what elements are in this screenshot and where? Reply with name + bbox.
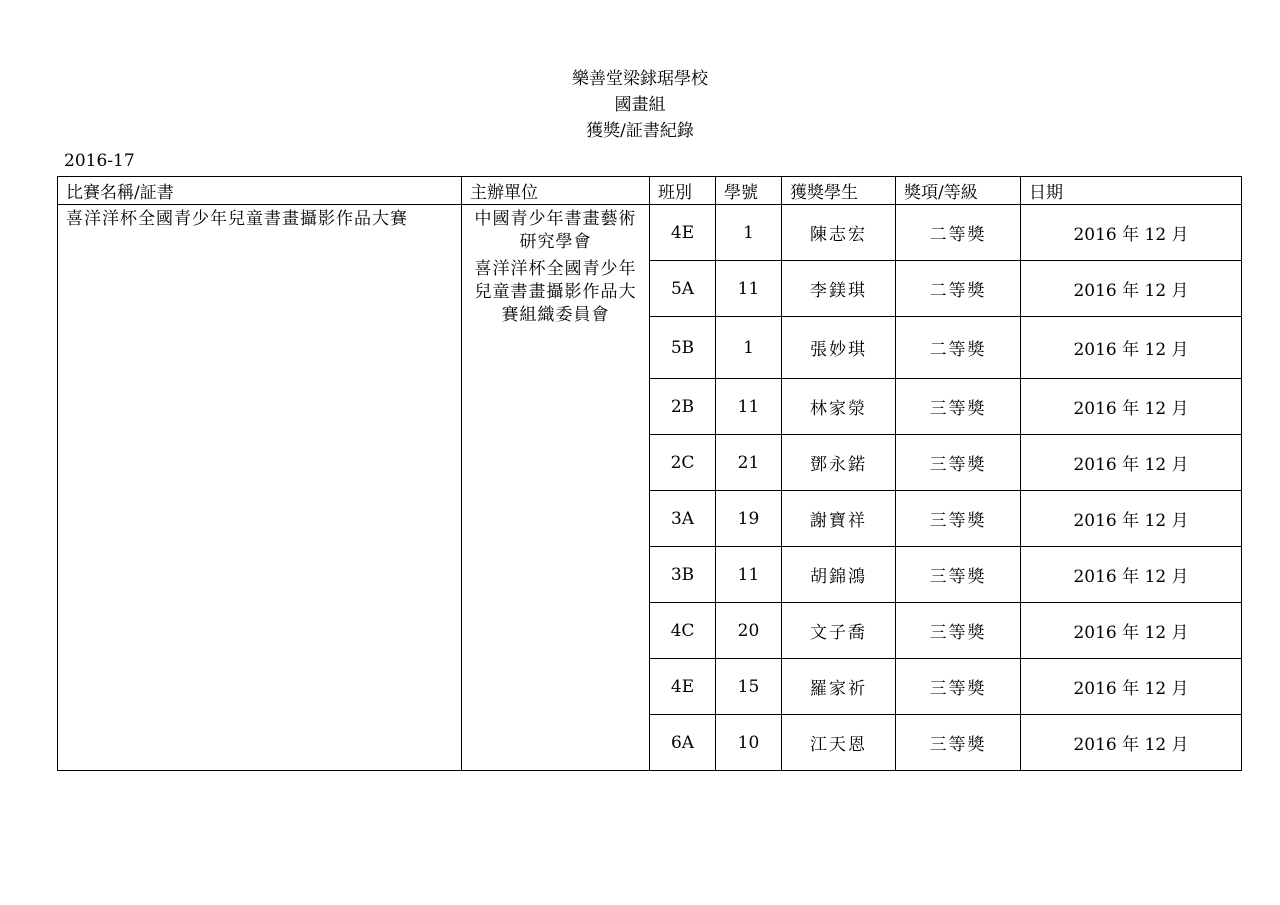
organizer-name: 中國青少年書畫藝術研究學會 [474,209,637,252]
award-level-cell: 三等獎 [896,715,1021,771]
awards-table [57,176,1242,771]
student-name-cell: 陳志宏 [782,205,896,261]
date-cell: 2016 年 12 月 [1021,547,1242,603]
student-no-cell: 11 [716,379,782,435]
date-cell: 2016 年 12 月 [1021,317,1242,379]
class-cell: 4E [650,659,716,715]
school-year: 2016-17 [64,151,135,171]
class-cell: 5A [650,261,716,317]
award-level-cell: 三等獎 [896,603,1021,659]
student-name-cell: 羅家祈 [782,659,896,715]
group-name: 國畫組 [614,95,666,115]
student-name-cell: 李鎂琪 [782,261,896,317]
class-cell: 6A [650,715,716,771]
col-header-date: 日期 [1021,177,1242,205]
date-cell: 2016 年 12 月 [1021,603,1242,659]
organizer-name: 喜洋洋杯全國青少年兒童書畫攝影作品大賽組織委員會 [474,259,637,325]
date-cell: 2016 年 12 月 [1021,435,1242,491]
table-row [58,205,1242,261]
award-level-cell: 二等獎 [896,317,1021,379]
student-no-cell: 20 [716,603,782,659]
class-cell: 4E [650,205,716,261]
organizer-cell [462,205,650,771]
student-no-cell: 11 [716,261,782,317]
date-cell: 2016 年 12 月 [1021,205,1242,261]
class-cell: 2B [650,379,716,435]
award-level-cell: 三等獎 [896,491,1021,547]
class-cell: 5B [650,317,716,379]
student-name-cell: 張妙琪 [782,317,896,379]
student-name-cell: 胡錦鴻 [782,547,896,603]
class-cell: 3B [650,547,716,603]
student-name-cell: 鄧永鍩 [782,435,896,491]
class-cell: 3A [650,491,716,547]
award-level-cell: 三等獎 [896,379,1021,435]
student-name-cell: 謝寶祥 [782,491,896,547]
student-no-cell: 21 [716,435,782,491]
student-no-cell: 11 [716,547,782,603]
student-no-cell: 15 [716,659,782,715]
award-level-cell: 三等獎 [896,547,1021,603]
table-header-row [58,177,1242,205]
student-no-cell: 1 [716,205,782,261]
competition-name-cell: 喜洋洋杯全國青少年兒童書畫攝影作品大賽 [58,205,462,771]
col-header-student: 獲獎學生 [782,177,896,205]
col-header-award: 獎項/等級 [896,177,1021,205]
date-cell: 2016 年 12 月 [1021,715,1242,771]
school-name: 樂善堂梁銶琚學校 [572,69,708,89]
award-level-cell: 三等獎 [896,435,1021,491]
date-cell: 2016 年 12 月 [1021,379,1242,435]
award-level-cell: 二等獎 [896,261,1021,317]
student-no-cell: 19 [716,491,782,547]
class-cell: 4C [650,603,716,659]
student-no-cell: 1 [716,317,782,379]
award-level-cell: 二等獎 [896,205,1021,261]
col-header-competition: 比賽名稱/証書 [58,177,462,205]
col-header-organizer: 主辦單位 [462,177,650,205]
table-body [58,205,1242,771]
record-title: 獲獎/証書紀錄 [586,121,694,141]
date-cell: 2016 年 12 月 [1021,261,1242,317]
student-name-cell: 文子喬 [782,603,896,659]
student-no-cell: 10 [716,715,782,771]
date-cell: 2016 年 12 月 [1021,659,1242,715]
award-level-cell: 三等獎 [896,659,1021,715]
col-header-student-no: 學號 [716,177,782,205]
col-header-class: 班別 [650,177,716,205]
class-cell: 2C [650,435,716,491]
date-cell: 2016 年 12 月 [1021,491,1242,547]
document-header [0,66,1280,144]
student-name-cell: 江天恩 [782,715,896,771]
student-name-cell: 林家滎 [782,379,896,435]
